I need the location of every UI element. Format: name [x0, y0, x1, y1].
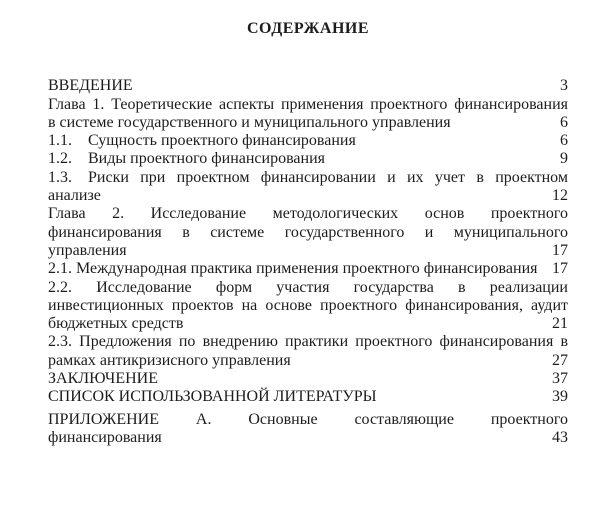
toc-entry-page-number: 27 [552, 351, 568, 369]
toc-entry-text: управления [48, 241, 127, 259]
toc-entry-text: СПИСОК ИСПОЛЬЗОВАННОЙ ЛИТЕРАТУРЫ [48, 388, 377, 406]
toc-entry-page-number: 21 [552, 315, 568, 333]
toc-entry-line: Глава 1. Теоретические аспекты применения проектного финансирования [48, 95, 568, 113]
toc-entry-last-line [48, 150, 568, 168]
toc-entry-last-line [48, 370, 568, 388]
toc-entry-page-number: 43 [552, 428, 568, 446]
toc-entry-page-number: 39 [552, 388, 568, 406]
toc-entry [48, 388, 568, 406]
toc-entry-text: 1.1. Сущность проектного финансирования [48, 132, 356, 150]
toc-entry-page-number: 6 [560, 113, 568, 131]
toc-entry-page-number: 17 [552, 260, 568, 278]
toc-entry-text: 2.1. Международная практика применения проектного финансирования [48, 260, 538, 278]
toc-entry-text: рамках антикризисного управления [48, 351, 291, 369]
toc-entry-text: финансирования [48, 428, 162, 446]
toc-entry-line: финансирования в системе государственного и муниципального [48, 223, 568, 241]
toc-entry-last-line [48, 242, 568, 260]
toc-entry-last-line [48, 315, 568, 333]
toc-entry [48, 279, 568, 334]
toc-entry-line: 2.2. Исследование форм участия государства в реализации [48, 278, 568, 296]
toc-entry-last-line [48, 77, 568, 95]
toc-entry-page-number: 3 [560, 77, 568, 95]
toc-entry [48, 77, 568, 95]
toc-entry [48, 370, 568, 388]
toc-entry [48, 132, 568, 150]
toc-entry-line: ПРИЛОЖЕНИЕ А. Основные составляющие проектного [48, 410, 568, 428]
toc-entry-line: 1.3. Риски при проектном финансировании и их учет в проектном [48, 168, 568, 186]
toc-entry [48, 260, 568, 278]
toc-entry-last-line [48, 187, 568, 205]
toc-entry-text: бюджетных средств [48, 315, 184, 333]
toc-entry-page-number: 9 [560, 150, 568, 168]
toc-list [48, 77, 568, 447]
toc-entry [48, 205, 568, 260]
toc-entry-page-number: 37 [552, 370, 568, 388]
toc-entry-text: ВВЕДЕНИЕ [48, 77, 133, 95]
toc-entry [48, 96, 568, 133]
toc-entry-last-line [48, 260, 568, 278]
toc-entry-last-line [48, 352, 568, 370]
toc-entry-line: Глава 2. Исследование методологических основ проектного [48, 205, 568, 223]
toc-entry-text: анализе [48, 187, 101, 205]
toc-entry [48, 333, 568, 370]
toc-entry-line: 2.3. Предложения по внедрению практики проектного финансирования в [48, 333, 568, 351]
toc-entry-line: инвестиционных проектов на основе проектного финансирования, аудит [48, 296, 568, 314]
toc-entry-last-line [48, 132, 568, 150]
page-title: СОДЕРЖАНИЕ [246, 20, 370, 37]
toc-entry-page-number: 6 [560, 132, 568, 150]
toc-entry-text: ЗАКЛЮЧЕНИЕ [48, 370, 158, 388]
toc-entry-page-number: 12 [552, 187, 568, 205]
toc-entry-last-line [48, 388, 568, 406]
toc-entry [48, 411, 568, 448]
toc-entry-text: в системе государственного и муниципального управления [48, 113, 451, 131]
toc-section [48, 20, 568, 447]
toc-entry [48, 169, 568, 206]
toc-entry-page-number: 17 [552, 241, 568, 259]
toc-entry-last-line [48, 429, 568, 447]
toc-entry-text: 1.2. Виды проектного финансирования [48, 150, 326, 168]
toc-entry-last-line [48, 114, 568, 132]
toc-entry [48, 150, 568, 168]
